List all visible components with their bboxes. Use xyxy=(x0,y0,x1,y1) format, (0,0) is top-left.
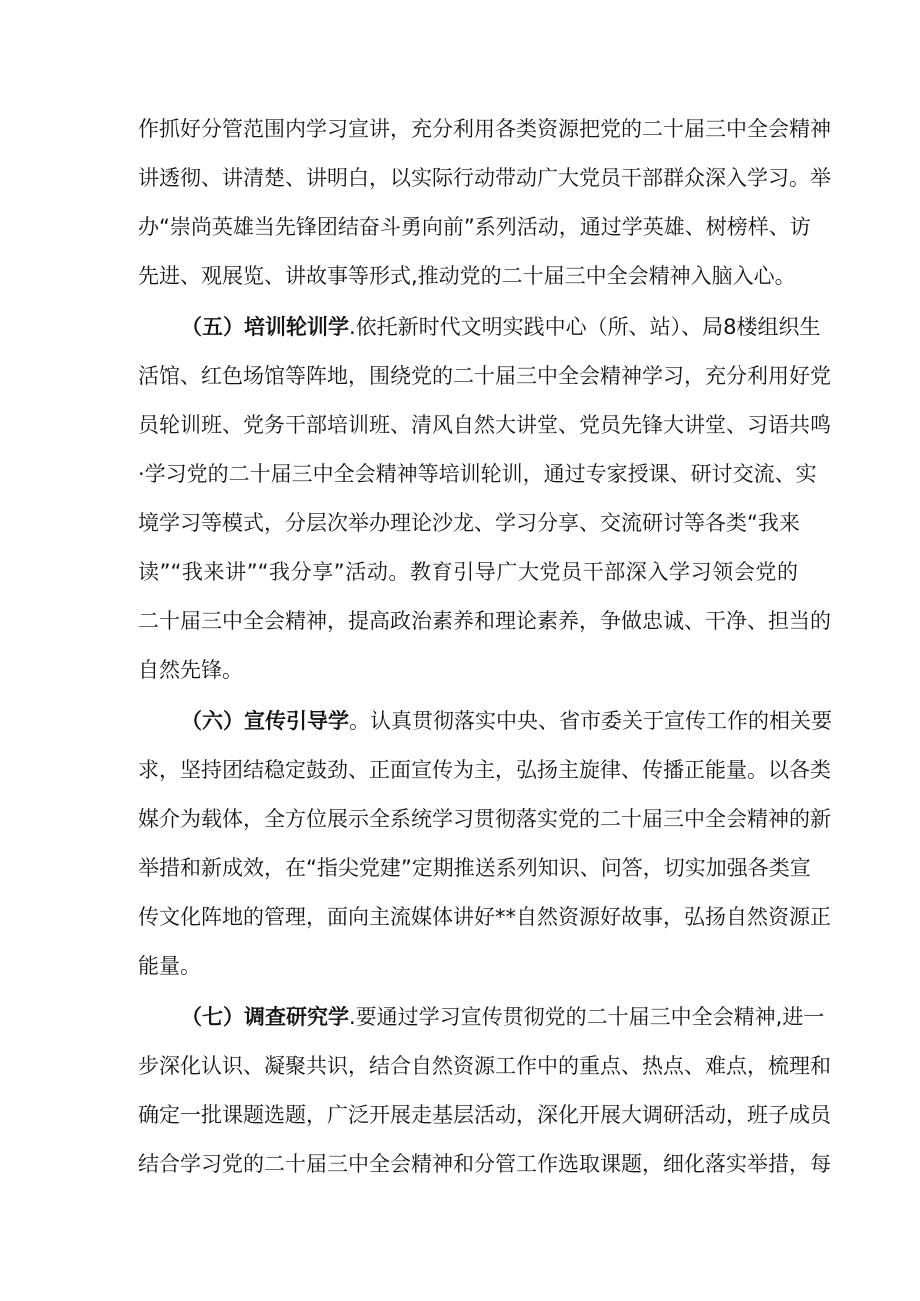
body-text-line: 传文化阵地的管理，面向主流媒体讲好**自然资源好故事，弘扬自然资源正 xyxy=(138,905,831,929)
body-text-line: 能量。 xyxy=(138,954,201,978)
body-text-line: 步深化认识、凝聚共识，结合自然资源工作中的重点、热点、难点，梳理和 xyxy=(138,1054,831,1078)
body-text-line: 办“崇尚英雄当先锋团结奋斗勇向前”系列活动，通过学英雄、树榜样、访 xyxy=(138,215,811,239)
section-7-heading: （七）调查研究学 xyxy=(181,1005,349,1029)
section-5-first-line xyxy=(181,312,821,342)
body-text-line: 结合学习党的二十届三中全会精神和分管工作选取课题，细化落实举措，每 xyxy=(138,1152,831,1176)
body-text-line: 作抓好分管范围内学习宣讲，充分利用各类资源把党的二十届三中全会精神 xyxy=(138,117,831,141)
body-text-line: 读”“我来讲”“我分享”活动。教育引导广大党员干部深入学习领会党的 xyxy=(138,560,798,584)
body-text-line: 二十届三中全会精神，提高政治素养和理论素养，争做忠诚、干净、担当的 xyxy=(138,609,831,633)
body-text-line: 求，坚持团结稳定鼓劲、正面宣传为主，弘扬主旋律、传播正能量。以各类 xyxy=(138,758,831,782)
body-text-line: 员轮训班、党务干部培训班、清风自然大讲堂、党员先锋大讲堂、习语共鸣 xyxy=(138,413,831,437)
body-text-line: 境学习等模式，分层次举办理论沙龙、学习分享、交流研讨等各类“我来 xyxy=(138,511,800,535)
section-7-lead-text: .要通过学习宣传贯彻党的二十届三中全会精神,进一 xyxy=(349,1005,825,1029)
body-text-line: 媒介为载体，全方位展示全系统学习贯彻落实党的二十届三中全会精神的新 xyxy=(138,807,831,831)
body-text-line: 讲透彻、讲清楚、讲明白，以实际行动带动广大党员干部群众深入学习。举 xyxy=(138,166,831,190)
section-5-lead-text: .依托新时代文明实践中心（所、站）、局8楼组织生 xyxy=(349,315,821,339)
section-6-first-line xyxy=(181,706,832,736)
section-6-lead-text: 。认真贯彻落实中央、省市委关于宣传工作的相关要 xyxy=(349,709,832,733)
body-text-line: 举措和新成效，在“指尖党建”定期推送系列知识、问答，切实加强各类宣 xyxy=(138,856,811,880)
section-5-heading: （五）培训轮训学 xyxy=(181,315,349,339)
body-text-line: 先进、观展览、讲故事等形式,推动党的二十届三中全会精神入脑入心。 xyxy=(138,264,796,288)
body-text-line: 自然先锋。 xyxy=(138,658,243,682)
body-text-line: 确定一批课题选题，广泛开展走基层活动，深化开展大调研活动，班子成员 xyxy=(138,1103,831,1127)
section-7-first-line xyxy=(181,1002,825,1032)
body-text-line: 活馆、红色场馆等阵地，围绕党的二十届三中全会精神学习，充分利用好党 xyxy=(138,364,831,388)
section-6-heading: （六）宣传引导学 xyxy=(181,709,349,733)
body-text-line: ·学习党的二十届三中全会精神等培训轮训，通过专家授课、研讨交流、实 xyxy=(138,462,817,486)
